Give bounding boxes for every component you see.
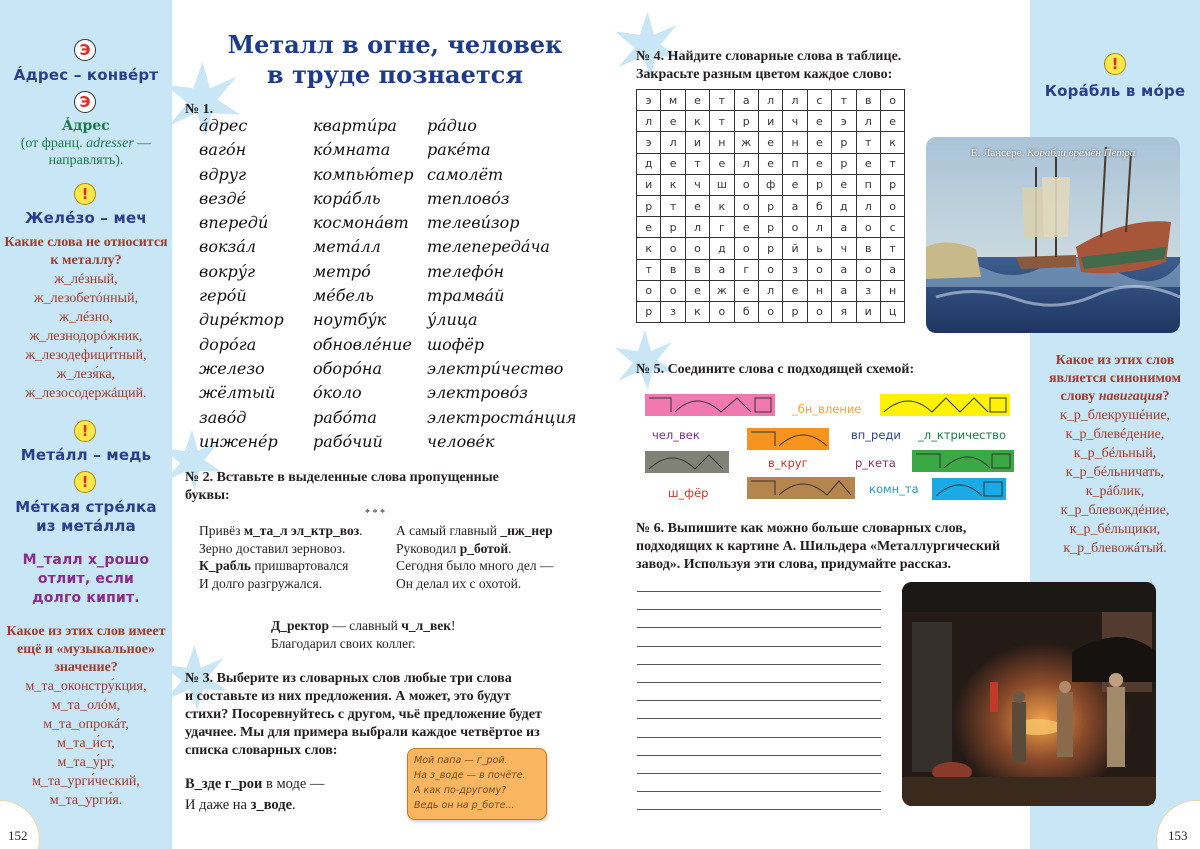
scheme-blue — [932, 478, 1006, 500]
grid-cell[interactable]: а — [783, 195, 807, 216]
scheme-word: вп_реди — [851, 428, 901, 442]
dictionary-word: телефóн — [427, 261, 504, 281]
scheme-brown — [747, 477, 855, 499]
grid-cell[interactable]: в — [685, 259, 709, 280]
grid-cell[interactable]: ц — [880, 301, 904, 322]
grid-row — [637, 195, 905, 216]
grid-cell[interactable]: ь — [807, 238, 831, 259]
rule-zhelezo-mech: Желéзо – меч — [25, 209, 147, 227]
scheme-word: _бн_вление — [792, 402, 862, 416]
grid-cell[interactable]: в — [856, 90, 880, 111]
dictionary-word: завóд — [199, 407, 247, 427]
grid-cell[interactable]: ч — [685, 174, 709, 195]
dictionary-word: дирéктор — [199, 310, 284, 330]
dictionary-word: обновлéние — [313, 334, 412, 354]
poem-line: Зерно доставил зерновоз. — [199, 540, 346, 556]
grid-cell[interactable]: о — [734, 195, 758, 216]
grid-cell[interactable]: о — [856, 259, 880, 280]
grid-cell[interactable]: е — [807, 153, 831, 174]
definition-word: Áдрес — [62, 118, 110, 134]
grid-row — [637, 174, 905, 195]
poem-line: А самый главный _нж_нер — [396, 523, 553, 538]
grid-cell[interactable]: и — [856, 301, 880, 322]
poem-line: Руководил р_ботой. — [396, 540, 512, 556]
page-number-right: 153 — [1168, 828, 1188, 843]
dictionary-word: óколо — [313, 383, 362, 403]
task1-col2 — [313, 114, 413, 454]
grid-cell[interactable]: о — [856, 217, 880, 238]
scheme-yellow — [880, 394, 1010, 416]
task3-example: В_зде г_рои в моде — И даже на з_воде. — [185, 776, 325, 813]
dictionary-word: кóмната — [313, 140, 391, 160]
scheme-word: _л_ктричество — [918, 428, 1006, 442]
grid-cell[interactable]: в — [661, 259, 685, 280]
exclamation-icon: ! — [74, 183, 96, 205]
grid-cell[interactable]: г — [710, 217, 734, 238]
grid-cell[interactable]: л — [856, 195, 880, 216]
poem-line: Благодарил своих коллег. — [271, 635, 416, 651]
scheme-word: р_кета — [855, 456, 896, 470]
grid-cell[interactable]: т — [880, 153, 904, 174]
grid-cell[interactable]: р — [783, 301, 807, 322]
grid-cell[interactable]: ч — [832, 238, 856, 259]
dictionary-word: электрúчество — [427, 358, 564, 378]
poem-line: Он делал их с охотой. — [396, 575, 522, 591]
dictionary-word: рабóта — [313, 407, 377, 427]
grid-cell[interactable]: е — [685, 195, 709, 216]
grid-cell[interactable]: е — [832, 174, 856, 195]
grid-cell[interactable]: е — [710, 153, 734, 174]
grid-cell[interactable]: о — [734, 238, 758, 259]
proverb: М_талл х_рошо отлит, если долго кипит. — [22, 552, 150, 606]
grid-cell[interactable]: р — [637, 301, 661, 322]
grid-row — [637, 238, 905, 259]
grid-cell[interactable]: о — [783, 217, 807, 238]
grid-cell[interactable]: о — [685, 238, 709, 259]
writing-line[interactable] — [637, 609, 881, 610]
grid-cell[interactable]: е — [734, 280, 758, 301]
left-sidebar — [0, 0, 172, 849]
question-metal: Какие слова не относится к металлу? ж_лéзный, ж_лезобетóнный, ж_лéзно, ж_лезнодорóжник, ж_лезодефици́тный, ж_лезя́ка, ж_лезосодержáщий. — [4, 235, 168, 401]
writing-line[interactable] — [637, 755, 881, 756]
grid-cell[interactable]: е — [783, 280, 807, 301]
grid-cell[interactable]: о — [710, 301, 734, 322]
dictionary-word: телевúзор — [427, 213, 520, 233]
grid-cell[interactable]: т — [710, 90, 734, 111]
dictionary-word: дорóга — [199, 334, 257, 354]
rule-metkaya-strelka: Мéткая стрéлка из метáлла — [15, 498, 157, 535]
grid-cell[interactable]: л — [661, 132, 685, 153]
grid-cell[interactable]: й — [783, 238, 807, 259]
letter-e-icon: Э — [74, 39, 96, 61]
dictionary-word: вагóн — [199, 140, 247, 160]
grid-cell[interactable]: р — [807, 174, 831, 195]
grid-cell[interactable]: э — [832, 111, 856, 132]
definition-text: (от франц. adresser — направлять). — [20, 136, 152, 168]
grid-cell[interactable]: к — [637, 238, 661, 259]
page-number-left: 152 — [8, 828, 28, 843]
grid-cell[interactable]: ч — [783, 111, 807, 132]
grid-cell[interactable]: т — [685, 153, 709, 174]
dictionary-word: жёлтый — [199, 383, 276, 403]
grid-cell[interactable]: е — [758, 153, 782, 174]
poem-line: Привёз м_та_л эл_ктр_воз. — [199, 523, 363, 538]
grid-cell[interactable]: е — [637, 217, 661, 238]
grid-cell[interactable]: к — [710, 195, 734, 216]
dictionary-word: человéк — [427, 431, 495, 451]
grid-cell[interactable]: д — [832, 195, 856, 216]
dictionary-word: герóй — [199, 286, 247, 306]
letter-e-icon: Э — [74, 91, 96, 113]
dictionary-word: компью́тер — [313, 164, 414, 184]
painting-ships — [926, 137, 1180, 333]
grid-row — [637, 153, 905, 174]
grid-cell[interactable]: д — [710, 238, 734, 259]
grid-cell[interactable]: о — [807, 259, 831, 280]
grid-row — [637, 111, 905, 132]
grid-cell[interactable]: о — [758, 301, 782, 322]
grid-cell[interactable]: т — [637, 259, 661, 280]
page-title: Металл в огне, человек в труде познается — [227, 30, 563, 89]
exclamation-icon: ! — [74, 420, 96, 442]
scheme-word: в_круг — [768, 456, 808, 470]
task2-left-stanza — [199, 522, 363, 592]
task5-title: № 5. Соедините слова с подходящей схемой: — [636, 362, 915, 377]
grid-cell[interactable]: ж — [710, 280, 734, 301]
task6-title: № 6. Выпишите как можно больше словарных слов, подходящих к картине А. Шильдера «Металлургический завод». Используя эти слова, придумайте рассказ. — [636, 521, 1001, 572]
grid-cell[interactable]: р — [758, 238, 782, 259]
grid-cell[interactable]: р — [832, 153, 856, 174]
grid-cell[interactable]: н — [880, 280, 904, 301]
task4-title: № 4. Найдите словарные слова в таблице. Закрасьте разным цветом каждое слово: — [636, 49, 902, 82]
dictionary-word: áдрес — [199, 116, 248, 135]
writing-line[interactable] — [637, 791, 881, 792]
poem-line: И долго разгружался. — [199, 575, 323, 591]
grid-cell[interactable]: е — [807, 111, 831, 132]
note-card: Мой папа — г_рой. На з_воде — в почёте. А как по-другому? Ведь он на р_боте... — [407, 748, 547, 820]
painting-ships-caption: Е. Лансере. Корабли времён Петра — [970, 147, 1136, 159]
grid-cell[interactable]: л — [637, 111, 661, 132]
grid-cell[interactable]: к — [880, 132, 904, 153]
writing-line[interactable] — [637, 737, 881, 738]
dictionary-word: рабóчий — [313, 431, 383, 451]
grid-cell[interactable]: г — [734, 259, 758, 280]
task1-col3 — [427, 114, 577, 454]
grid-row — [637, 280, 905, 301]
dictionary-word: трамвáй — [427, 286, 505, 306]
scheme-green — [912, 450, 1014, 472]
task2-final-stanza — [271, 617, 456, 652]
dictionary-word: вокзáл — [199, 237, 256, 257]
task1-col1 — [199, 114, 284, 454]
grid-cell[interactable]: и — [637, 174, 661, 195]
grid-cell[interactable]: л — [734, 153, 758, 174]
writing-line[interactable] — [637, 682, 881, 683]
grid-cell[interactable]: л — [685, 217, 709, 238]
grid-cell[interactable]: и — [685, 132, 709, 153]
grid-cell[interactable]: е — [856, 153, 880, 174]
grid-cell[interactable]: е — [734, 217, 758, 238]
grid-row — [637, 259, 905, 280]
grid-cell[interactable]: р — [832, 132, 856, 153]
grid-cell[interactable]: с — [880, 217, 904, 238]
dictionary-word: метрó — [313, 261, 371, 281]
dictionary-word: впередú — [199, 213, 269, 233]
grid-cell[interactable]: е — [661, 153, 685, 174]
writing-line[interactable] — [637, 718, 881, 719]
grid-cell[interactable]: т — [710, 111, 734, 132]
poem-line: К_рабль пришвартовался — [199, 558, 349, 573]
grid-cell[interactable]: л — [807, 217, 831, 238]
dictionary-word: ракéта — [427, 140, 491, 160]
task2-right-stanza — [396, 522, 554, 592]
grid-cell[interactable]: р — [734, 111, 758, 132]
dictionary-word: вдруг — [199, 164, 247, 184]
grid-cell[interactable]: ж — [734, 132, 758, 153]
grid-cell[interactable]: з — [783, 259, 807, 280]
grid-cell[interactable]: к — [661, 174, 685, 195]
grid-cell[interactable]: н — [783, 132, 807, 153]
painting-metallurgical-plant — [902, 582, 1156, 806]
grid-cell[interactable]: р — [758, 217, 782, 238]
ships-illustration — [926, 137, 1180, 333]
grid-cell[interactable]: а — [832, 217, 856, 238]
rule-korabl-v-more: Корáбль в мóре — [1044, 82, 1186, 100]
grid-cell[interactable]: а — [832, 280, 856, 301]
star-decoration — [615, 330, 675, 390]
grid-cell[interactable]: т — [880, 238, 904, 259]
grid-cell[interactable]: а — [880, 259, 904, 280]
poem-line: Д_ректор — славный ч_л_век! — [271, 618, 456, 633]
dictionary-word: самолёт — [427, 164, 504, 184]
grid-cell[interactable]: л — [856, 111, 880, 132]
dictionary-word: телепередáча — [427, 237, 550, 257]
writing-line[interactable] — [637, 646, 881, 647]
grid-cell[interactable]: т — [661, 195, 685, 216]
word-search-grid — [636, 89, 905, 323]
grid-cell[interactable]: е — [685, 90, 709, 111]
grid-cell[interactable]: о — [734, 174, 758, 195]
grid-cell[interactable]: п — [783, 153, 807, 174]
grid-cell[interactable]: о — [880, 195, 904, 216]
grid-cell[interactable]: е — [685, 280, 709, 301]
grid-cell[interactable]: о — [758, 259, 782, 280]
dictionary-word: вездé — [199, 188, 247, 208]
grid-cell[interactable]: ш — [710, 174, 734, 195]
rule-adres-konvert: Áдрес – конвéрт — [13, 66, 159, 84]
rule-metall-med: Метáлл – медь — [20, 446, 152, 464]
grid-row — [637, 90, 905, 111]
grid-cell[interactable]: к — [685, 111, 709, 132]
writing-line[interactable] — [637, 700, 881, 701]
grid-cell[interactable]: э — [637, 132, 661, 153]
grid-cell[interactable]: т — [856, 132, 880, 153]
writing-line[interactable] — [637, 664, 881, 665]
grid-cell[interactable]: л — [758, 280, 782, 301]
plant-illustration — [902, 582, 1156, 806]
grid-cell[interactable]: а — [734, 90, 758, 111]
writing-line[interactable] — [637, 773, 881, 774]
grid-cell[interactable]: л — [783, 90, 807, 111]
dictionary-word: железо — [199, 358, 265, 378]
dictionary-word: квартúра — [313, 116, 397, 135]
grid-cell[interactable]: н — [807, 280, 831, 301]
dictionary-word: оборóна — [313, 358, 382, 378]
grid-cell[interactable]: о — [637, 280, 661, 301]
dictionary-word: корáбль — [313, 188, 381, 208]
grid-cell[interactable]: о — [661, 238, 685, 259]
dictionary-word: электростáнция — [427, 407, 577, 427]
dictionary-word: электровóз — [427, 383, 528, 403]
grid-cell[interactable]: б — [734, 301, 758, 322]
grid-cell[interactable]: э — [637, 90, 661, 111]
grid-cell[interactable]: н — [710, 132, 734, 153]
grid-cell[interactable]: к — [685, 301, 709, 322]
dictionary-word: вокру́г — [199, 261, 256, 281]
grid-cell[interactable]: р — [758, 195, 782, 216]
grid-row — [637, 301, 905, 322]
grid-cell[interactable]: т — [832, 90, 856, 111]
grid-cell[interactable]: д — [637, 153, 661, 174]
dictionary-word: мéбель — [313, 286, 374, 306]
grid-cell[interactable]: о — [880, 90, 904, 111]
dictionary-word: у́лица — [427, 310, 478, 330]
grid-row — [637, 217, 905, 238]
grid-cell[interactable]: о — [661, 280, 685, 301]
writing-line[interactable] — [637, 809, 881, 810]
question-music: Какое из этих слов имеет ещё и «музыкальное» значение? м_та_оконстру́кция, м_та_олóм, м_та_опрокáт, м_та_и́ст, м_та_у́рг, м_та_урги́ческий, м_та_урги́я. — [6, 624, 166, 808]
grid-cell[interactable]: р — [661, 217, 685, 238]
dictionary-word: космонáвт — [313, 213, 409, 233]
scheme-word: чел_век — [652, 428, 700, 442]
grid-cell[interactable]: е — [880, 111, 904, 132]
scheme-word: ш_фёр — [668, 486, 709, 500]
dictionary-word: ноутбу́к — [313, 310, 387, 330]
dictionary-word: шофёр — [427, 334, 485, 354]
grid-cell[interactable]: я — [832, 301, 856, 322]
scheme-gray — [645, 451, 729, 473]
dictionary-word: метáлл — [313, 237, 381, 257]
grid-cell[interactable]: б — [807, 195, 831, 216]
grid-cell[interactable]: р — [637, 195, 661, 216]
grid-cell[interactable]: м — [661, 90, 685, 111]
grid-cell[interactable]: з — [661, 301, 685, 322]
grid-cell[interactable]: л — [758, 90, 782, 111]
grid-cell[interactable]: е — [661, 111, 685, 132]
writing-line[interactable] — [637, 591, 881, 592]
grid-cell[interactable]: е — [758, 132, 782, 153]
grid-cell[interactable]: о — [807, 301, 831, 322]
grid-cell[interactable]: е — [783, 174, 807, 195]
task1-label: № 1. — [185, 102, 214, 117]
task2: № 2. Вставьте в выделенные слова пропущенные буквы: * * * — [185, 470, 499, 519]
grid-cell[interactable]: в — [856, 238, 880, 259]
scheme-orange — [747, 428, 829, 450]
grid-cell[interactable]: ф — [758, 174, 782, 195]
grid-cell[interactable]: а — [832, 259, 856, 280]
dictionary-word: тепловóз — [427, 188, 510, 208]
exclamation-icon: ! — [1104, 53, 1126, 75]
grid-cell[interactable]: е — [807, 132, 831, 153]
grid-row — [637, 132, 905, 153]
scheme-pink — [645, 394, 775, 416]
dictionary-word: рáдио — [427, 116, 477, 135]
writing-line[interactable] — [637, 627, 881, 628]
poem-line: Сегодня было много дел — — [396, 558, 554, 573]
task3: № 3. Выберите из словарных слов любые три слова и составьте из них предложения. А может, это будут стихи? Посоревнуйтесь с другом, чьё предложение будет удачнее. Мы для примера выбрали каждое четвёртое из списка словарных слов: — [185, 671, 542, 758]
grid-cell[interactable]: р — [880, 174, 904, 195]
dictionary-word: инженéр — [199, 431, 278, 451]
grid-cell[interactable]: п — [856, 174, 880, 195]
grid-cell[interactable]: с — [807, 90, 831, 111]
scheme-word: комн_та — [869, 482, 919, 496]
exclamation-icon: ! — [74, 471, 96, 493]
grid-cell[interactable]: з — [856, 280, 880, 301]
question-navigation: Какое из этих слов является синонимом слову навигация? к_р_блекрушéние, к_р_блевéдение, к_р_бéльный, к_р_бéльничать, к_рáблик, к_р_блевождéние, к_р_бéльщики, к_р_блевожáтый. — [1048, 353, 1182, 556]
grid-cell[interactable]: и — [758, 111, 782, 132]
grid-cell[interactable]: а — [710, 259, 734, 280]
